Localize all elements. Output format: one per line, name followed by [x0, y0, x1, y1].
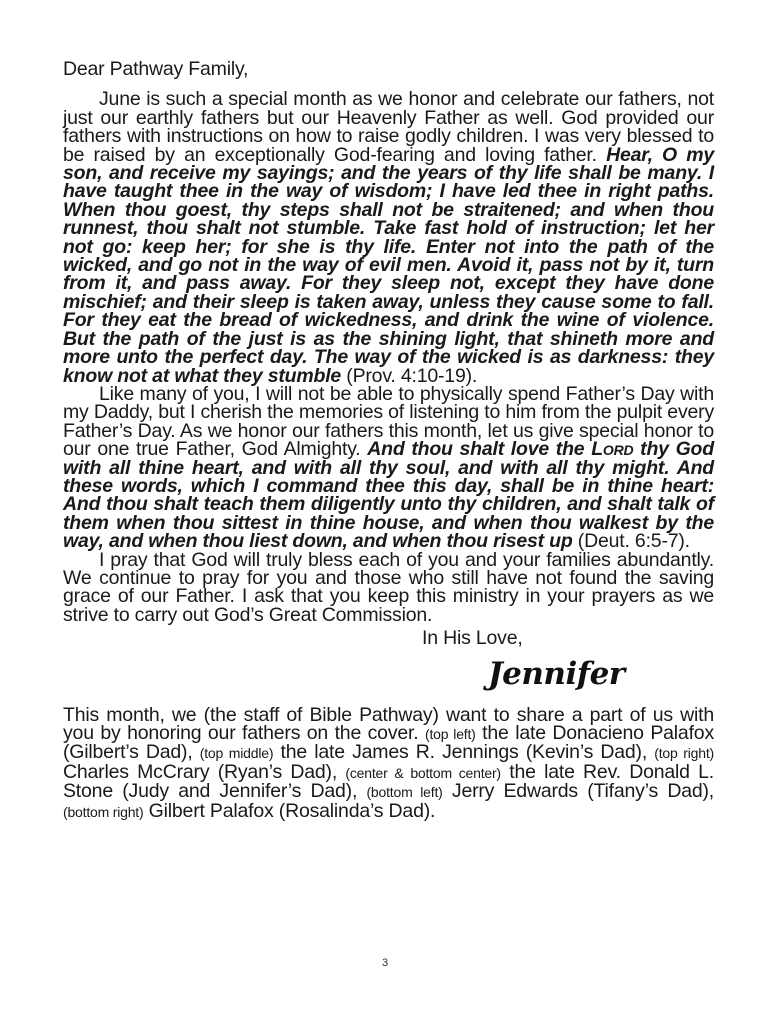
cover-position-top-left: (top left)	[424, 726, 476, 742]
scripture-quote-deuteronomy-start: And thou shalt love the	[367, 438, 592, 461]
salutation: Dear Pathway Family,	[63, 58, 249, 80]
paragraph-fathers-day-intro: Like many of you, I will not be able to physically spend Father’s Day with my Daddy, but I cherish the memories of listening to him from the pulpit every Father’s Day. As we honor our fathers this month, let us give special honor to our one true Father, God Almighty.	[63, 382, 714, 461]
father-name-2: the late James R. Jennings (Kevin’s Dad),	[273, 741, 655, 764]
paragraph-prayer: I pray that God will truly bless each of you and your families abundantly. We continue to pray for you and those who still have not found the saving grace of our Father. I ask that you keep this ministry in your prayers as we strive to carry out God’s Great Commission.	[63, 548, 714, 626]
scripture-ref-proverbs: (Prov. 4:10-19).	[341, 364, 478, 387]
father-name-5: Jerry Edwards (Tifany’s Dad),	[442, 780, 715, 803]
page-number: 3	[381, 957, 389, 969]
signature: Jennifer	[488, 655, 625, 692]
scripture-quote-deuteronomy-rest: thy God with all thine heart, and with all thy soul, and with all thy might. And these words, which I command thee this day, shall be in thine heart: And thou shalt teach them diligently unto thy children, and shalt talk of them when thou sittest in thine house, and when thou walkest by the way, and when thou liest down, and when thou risest up	[63, 438, 714, 553]
cover-position-bottom-left: (bottom left)	[366, 784, 443, 801]
scripture-quote-proverbs: Hear, O my son, and receive my sayings; and the years of thy life shall be many. I have taught thee in the way of wisdom; I have led thee in right paths. When thou goest, thy steps shall not be straitened; and when thou runnest, thou shalt not stumble. Take fast hold of instruction; let her not go: keep her; for she is thy life. Enter not into the path of the wicked, and go not in the way of evil men. Avoid it, pass not by it, turn from it, and pass away. For they sleep not, except they have done mischief; and their sleep is taken away, unless they cause some to fall. For they eat the bread of wickedness, and drink the wine of violence. But the path of the just is as the shining light, that shineth more and more unto the perfect day. The way of the wicked is as darkness: they know not at what they stumble	[63, 143, 715, 387]
father-name-6: Gilbert Palafox (Rosalinda’s Dad).	[143, 799, 436, 822]
cover-honor-paragraph	[63, 703, 715, 822]
paragraph-june	[63, 90, 714, 385]
cover-position-top-right: (top right)	[654, 745, 714, 762]
father-name-1: the late Donacieno Palafox (Gilbert’s Dad),	[63, 722, 714, 764]
cover-position-top-middle: (top middle)	[199, 745, 274, 762]
letter-column	[63, 60, 714, 821]
father-name-3: Charles McCrary (Ryan’s Dad),	[63, 760, 346, 783]
cover-position-bottom-right: (bottom right)	[63, 803, 144, 820]
lord-small-caps: Lord	[591, 438, 634, 461]
cover-position-center: (center & bottom center)	[345, 764, 501, 781]
paragraph-fathers-day	[63, 382, 714, 553]
father-name-4: the late Rev. Donald L. Stone (Judy and Jennifer’s Dad),	[63, 760, 715, 803]
honor-intro: This month, we (the staff of Bible Pathway) want to share a part of us with you by honoring our fathers on the cover.	[63, 703, 714, 744]
closing-line: In His Love,	[422, 627, 523, 650]
paragraph-june-intro: June is such a special month as we honor and celebrate our fathers, not just our earthly fathers but our Heavenly Father as well. God provided our fathers with instructions on how to raise godly children. I was very blessed to be raised by an exceptionally God-fearing and loving father.	[63, 88, 714, 166]
scripture-ref-deuteronomy: (Deut. 6:5-7).	[572, 530, 690, 553]
